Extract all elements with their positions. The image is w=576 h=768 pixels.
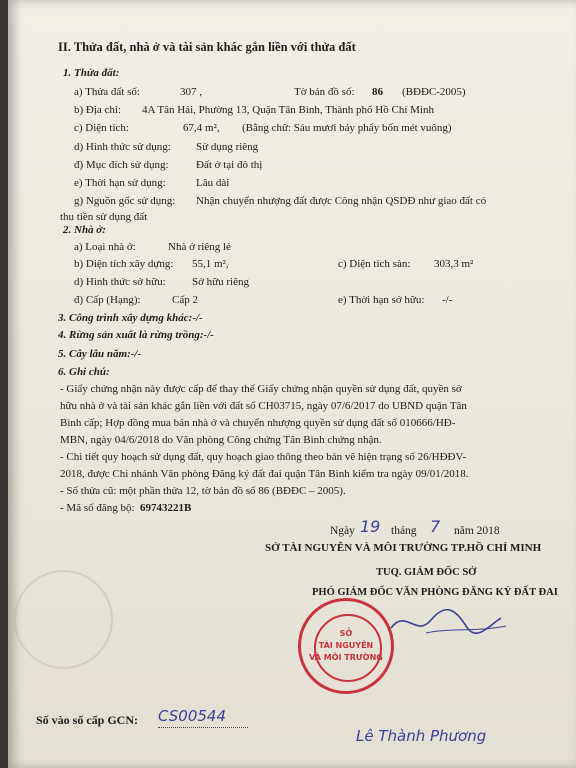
cert-number-underline (158, 727, 248, 728)
stamp-text: SỞ (339, 629, 353, 638)
note-line: - Giấy chứng nhận này được cấp để thay thế Giấy chứng nhận quyền sử dụng đất, quyền sở (60, 383, 462, 395)
map-label: Tờ bản đồ số: (294, 86, 355, 98)
signer-for: TUQ. GIÁM ĐỐC SỞ (376, 567, 477, 578)
parcel-label: a) Thửa đất số: (74, 86, 140, 98)
purpose-label: đ) Mục đích sử dụng: (74, 159, 169, 171)
land-heading: 1. Thửa đất: (63, 67, 120, 79)
owner-form-label: d) Hình thức sở hữu: (74, 276, 166, 288)
area-label: c) Diện tích: (74, 122, 129, 134)
usage-form-value: Sử dụng riêng (196, 141, 259, 153)
note-line: - Chi tiết quy hoạch sử dụng đất, quy hoạch giao thông theo bản vẽ hiện trạng số 26/HĐĐV- (60, 451, 467, 463)
official-red-stamp (298, 598, 394, 694)
build-area-label: b) Diện tích xây dựng: (74, 258, 174, 270)
signature-icon (386, 598, 516, 648)
forest: 4. Rừng sản xuất là rừng trồng:-/- (58, 329, 214, 341)
signer-title: PHÓ GIÁM ĐỐC VĂN PHÒNG ĐĂNG KÝ ĐẤT ĐAI (312, 587, 558, 598)
cert-number-label: Số vào sổ cấp GCN: (36, 713, 139, 727)
cert-number-value: CS00544 (158, 707, 226, 725)
floor-area-value: 303,3 m² (434, 258, 474, 270)
date-month-label: tháng (391, 525, 417, 537)
area-words: (Bằng chữ: Sáu mươi bảy phẩy bốn mét vuông) (242, 122, 452, 134)
house-type-label: a) Loại nhà ở: (74, 241, 136, 253)
map-note: (BĐĐC-2005) (402, 86, 466, 98)
map-value: 86 (372, 86, 383, 98)
certificate-page (8, 0, 576, 768)
term-value: Lâu dài (196, 177, 230, 189)
grade-label: đ) Cấp (Hạng): (74, 294, 141, 306)
house-type-value: Nhà ở riêng lẻ (168, 241, 231, 253)
address-value: 4A Tân Hải, Phường 13, Quận Tân Bình, Thành phố Hồ Chí Minh (142, 104, 434, 116)
origin-label: g) Nguồn gốc sử dụng: (74, 195, 176, 207)
note-line: MBN, ngày 04/6/2018 do Văn phòng Công chứng Tân Bình chứng nhận. (60, 434, 382, 446)
usage-form-label: d) Hình thức sử dụng: (74, 141, 171, 153)
other-works: 3. Công trình xây dựng khác:-/- (58, 312, 203, 324)
stamp-text: TÀI NGUYÊN (318, 641, 374, 650)
house-heading: 2. Nhà ở: (63, 224, 106, 236)
stamp-text: VÀ MÔI TRƯỜNG (309, 653, 383, 662)
grade-value: Cấp 2 (172, 294, 198, 306)
floor-area-label: c) Diện tích sàn: (338, 258, 411, 270)
faded-seal-background (14, 570, 113, 669)
signer-name: Lê Thành Phương (356, 727, 487, 745)
purpose-value: Đất ở tại đô thị (196, 159, 263, 171)
origin-value-cont: thu tiền sử dụng đất (60, 211, 148, 223)
term-label: e) Thời hạn sử dụng: (74, 177, 166, 189)
build-area-value: 55,1 m², (192, 258, 229, 270)
issuing-authority: SỞ TÀI NGUYÊN VÀ MÔI TRƯỜNG TP.HỒ CHÍ MINH (265, 542, 542, 554)
address-label: b) Địa chỉ: (74, 104, 122, 116)
registry-code-value: 69743221B (140, 502, 192, 514)
note-line: Bình cấp; Hợp đồng mua bán nhà ở và chuyển nhượng quyền sử dụng đất số 010666/HĐ- (60, 417, 456, 429)
owner-form-value: Sở hữu riêng (192, 276, 249, 288)
date-month: 7 (430, 517, 441, 536)
owner-term-label: e) Thời hạn sở hữu: (338, 294, 425, 306)
owner-term-value: -/- (442, 294, 453, 306)
date-day-label: Ngày (330, 525, 355, 537)
area-value: 67,4 m², (183, 122, 220, 134)
registry-code-label: - Mã số đăng bộ: (60, 502, 135, 514)
date-day: 19 (360, 517, 381, 536)
section-title: II. Thửa đất, nhà ở và tài sản khác gắn liền với thửa đất (58, 40, 356, 54)
notes-heading: 6. Ghi chú: (58, 366, 110, 378)
note-line: - Số thửa cũ: một phần thửa 12, tờ bản đồ số 86 (BĐĐC – 2005). (60, 485, 346, 497)
origin-value: Nhận chuyển nhượng đất được Công nhận QSDĐ như giao đất có (196, 195, 487, 207)
date-year: năm 2018 (454, 525, 500, 537)
note-line: 2018, được Chi nhánh Văn phòng Đăng ký đất đai quận Tân Bình kiểm tra ngày 09/01/2018. (60, 468, 469, 480)
note-line: hữu nhà ở và tài sản khác gắn liền với đất số CH03715, ngày 07/6/2017 do UBND quận Tân (60, 400, 467, 412)
perennial: 5. Cây lâu năm:-/- (58, 348, 142, 360)
parcel-value: 307 , (180, 86, 202, 98)
